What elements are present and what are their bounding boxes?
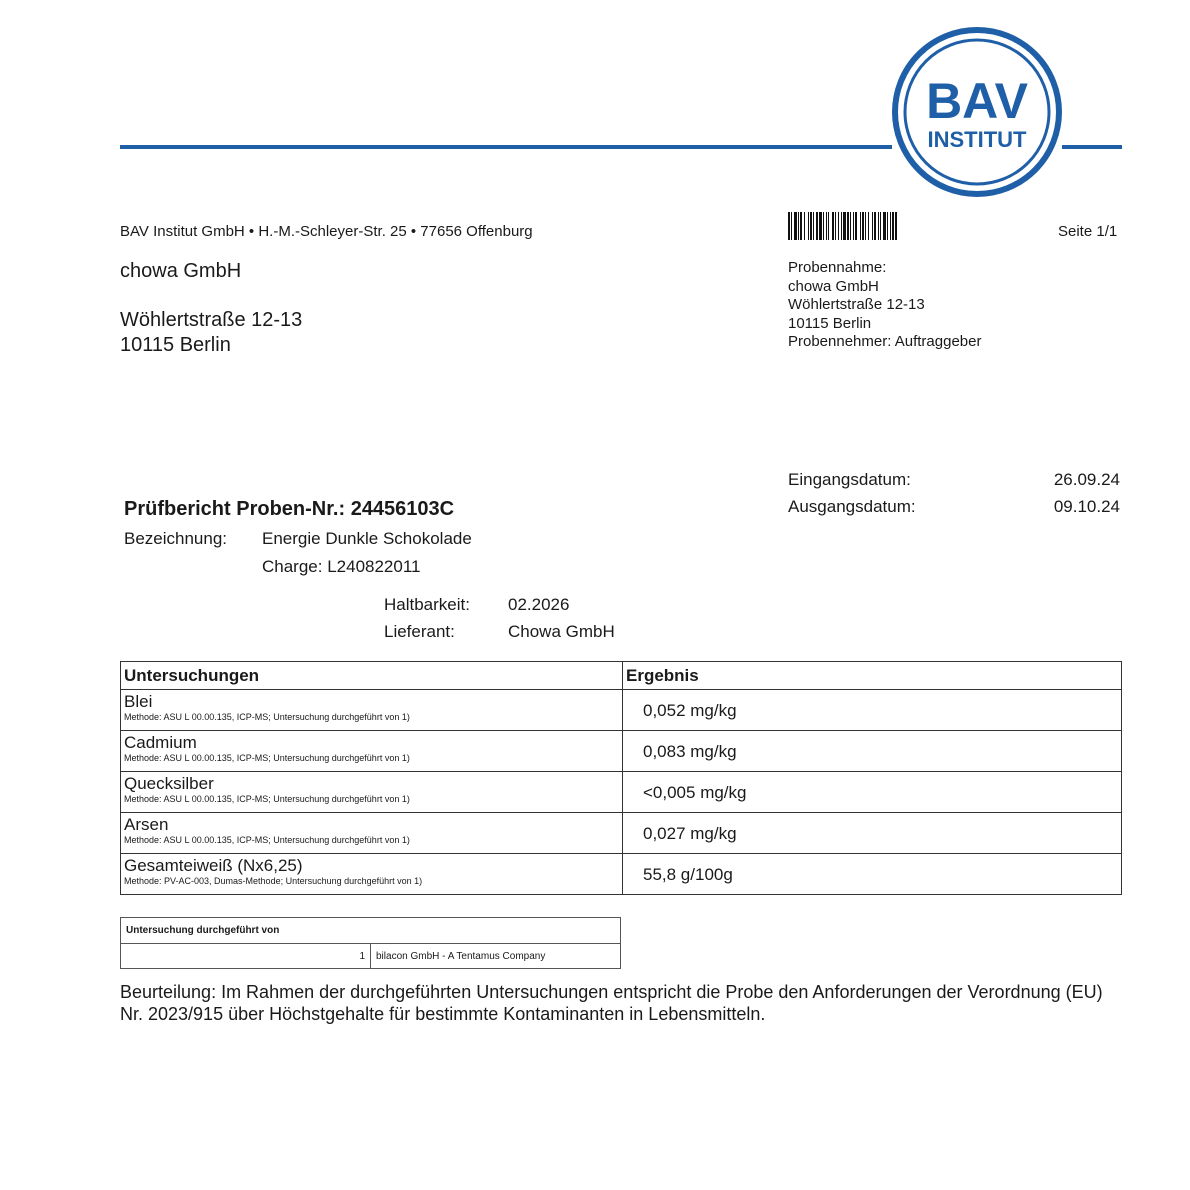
dates-block — [788, 470, 1120, 524]
lab-header-row — [121, 918, 621, 944]
lab-row — [121, 944, 621, 969]
test-name: Cadmium — [124, 733, 197, 752]
page-number: Seite 1/1 — [1058, 223, 1118, 240]
test-method: Methode: ASU L 00.00.135, ICP-MS; Untersuchung durchgeführt von 1) — [124, 753, 410, 763]
test-cell — [121, 854, 623, 895]
header-result: Ergebnis — [623, 662, 1122, 690]
test-cell — [121, 813, 623, 854]
barcode-icon — [788, 212, 986, 240]
header-rule-left — [120, 145, 892, 149]
result-value: 0,027 mg/kg — [623, 813, 1122, 854]
sampling-company: chowa GmbH — [788, 277, 879, 295]
sampling-info — [788, 259, 981, 352]
lab-number: 1 — [121, 944, 371, 969]
lab-table — [120, 917, 621, 969]
header-rule-right — [1062, 145, 1122, 149]
recipient-name: chowa GmbH — [120, 260, 242, 282]
result-value: 55,8 g/100g — [623, 854, 1122, 895]
supplier-label: Lieferant: — [384, 622, 455, 641]
sender-address-line: BAV Institut GmbH • H.-M.-Schleyer-Str. 25 • 77656 Offenburg — [120, 223, 533, 240]
header-tests: Untersuchungen — [121, 662, 623, 690]
test-name: Quecksilber — [124, 774, 214, 793]
table-row — [121, 813, 1122, 854]
table-row — [121, 690, 1122, 731]
result-value: <0,005 mg/kg — [623, 772, 1122, 813]
received-date-label: Eingangsdatum: — [788, 470, 911, 489]
test-method: Methode: ASU L 00.00.135, ICP-MS; Untersuchung durchgeführt von 1) — [124, 835, 410, 845]
received-date-value: 26.09.24 — [1053, 470, 1120, 489]
test-name: Arsen — [124, 815, 169, 834]
issued-date-value: 09.10.24 — [1053, 497, 1120, 516]
bav-institut-logo — [891, 26, 1063, 198]
test-method: Methode: ASU L 00.00.135, ICP-MS; Untersuchung durchgeführt von 1) — [124, 794, 410, 804]
result-value: 0,083 mg/kg — [623, 731, 1122, 772]
table-row — [121, 772, 1122, 813]
report-title: Prüfbericht Proben-Nr.: 24456103C — [124, 498, 455, 520]
sampling-street: Wöhlertstraße 12-13 — [788, 296, 925, 313]
lab-name: bilacon GmbH - A Tentamus Company — [371, 944, 621, 969]
test-method: Methode: PV-AC-003, Dumas-Methode; Untersuchung durchgeführt von 1) — [124, 876, 423, 886]
recipient-street: Wöhlertstraße 12-13 — [120, 309, 303, 331]
test-cell — [121, 731, 623, 772]
issued-date-row — [788, 497, 1120, 524]
designation-value: Energie Dunkle Schokolade — [262, 529, 472, 548]
sampling-label: Probennahme: — [788, 259, 887, 276]
shelf-life-value: 02.2026 — [508, 595, 570, 614]
designation-label: Bezeichnung: — [124, 529, 228, 548]
result-value: 0,052 mg/kg — [623, 690, 1122, 731]
sampling-city: 10115 Berlin — [788, 314, 872, 332]
test-method: Methode: ASU L 00.00.135, ICP-MS; Untersuchung durchgeführt von 1) — [124, 712, 410, 722]
svg-text:BAV: BAV — [926, 73, 1028, 129]
table-row — [121, 854, 1122, 895]
table-row — [121, 731, 1122, 772]
sampling-taker: Probennehmer: Auftraggeber — [788, 333, 982, 350]
test-name: Blei — [124, 692, 153, 711]
recipient-city: 10115 Berlin — [120, 334, 231, 356]
received-date-row — [788, 470, 1120, 497]
test-cell — [121, 772, 623, 813]
results-header-row — [121, 662, 1122, 690]
svg-text:INSTITUT: INSTITUT — [927, 127, 1027, 152]
supplier-value: Chowa GmbH — [508, 622, 615, 641]
lab-header: Untersuchung durchgeführt von — [121, 918, 621, 944]
test-name: Gesamteiweiß (Nx6,25) — [124, 856, 303, 875]
issued-date-label: Ausgangsdatum: — [788, 497, 916, 516]
assessment-text: Beurteilung: Im Rahmen der durchgeführten Untersuchungen entspricht die Probe den Anforderungen der Verordnung (EU) Nr. 2023/915 über Höchstgehalte für bestimmte Kontaminanten in Lebensmitteln. — [120, 982, 1103, 1024]
shelf-life-label: Haltbarkeit: — [384, 595, 470, 614]
charge-number: Charge: L240822011 — [262, 557, 421, 576]
test-cell — [121, 690, 623, 731]
results-table — [120, 661, 1122, 895]
